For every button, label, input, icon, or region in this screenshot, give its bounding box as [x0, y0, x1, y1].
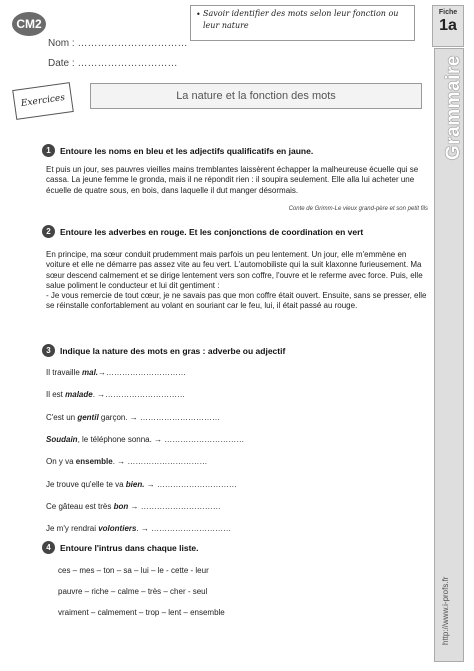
- website-url: http://www.i-profs.fr: [441, 576, 450, 645]
- name-field: Nom : ……………………………: [48, 38, 188, 49]
- exercise3-item: Je trouve qu'elle te va bien. → …………………………: [46, 480, 237, 489]
- fiche-box: [432, 5, 464, 47]
- subject-title: Grammaire: [443, 55, 464, 160]
- exercise1-instruction: Entoure les noms en bleu et les adjectifs qualificatifs en jaune.: [60, 146, 314, 156]
- exercise1-text: Et puis un jour, ses pauvres vieilles mains tremblantes laissèrent échapper la malheureuse écuelle qui se cassa. La jeune femme le gronda, mais il ne répondit rien : il soupira seulement. Elle alla lui acheter une écuelle de quatre sous, en bois, dans laquelle il dut manger désormais.: [46, 165, 419, 195]
- fiche-label: Fiche: [438, 9, 458, 16]
- page-title: La nature et la fonction des mots: [90, 83, 422, 109]
- exercise3-item: Soudain, le téléphone sonna. → …………………………: [46, 435, 245, 444]
- exercise2-text: En principe, ma sœur conduit prudemment mais parfois un peu lentement. Un jour, elle m'emmène en voiture et elle ne démarre pas assez vite au feu vert. L'automobiliste qui la suit klaxonne furieusement. Ma sœur descend calmement et se dirige lentement vers son coffre, l'ouvre et le referme avec force. Puis, elle salue poliment le conducteur et lui dit gentiment : - Je vous remercie de tout cœur, je ne savais pas que mon coffre était ouvert. Ensuite, sans se presser, elle se réinstalle confortablement au volant en souriant car le feu, lui, il était passé au rouge.: [46, 250, 427, 311]
- exercise-number: 1: [42, 144, 55, 157]
- intrus-list: vraiment – calmement – trop – lent – ensemble: [58, 608, 225, 617]
- level-badge: CM2: [12, 12, 46, 36]
- exercise-number: 3: [42, 344, 55, 357]
- exercise4-instruction: Entoure l'intrus dans chaque liste.: [60, 543, 199, 553]
- exercise3-item: Il est malade. →…………………………: [46, 390, 186, 399]
- exercise-number: 4: [42, 541, 55, 554]
- date-field: Date : …………………………: [48, 58, 178, 69]
- objective-box: [190, 5, 415, 41]
- exercise-number: 2: [42, 225, 55, 238]
- exercise3-item: Je m'y rendrai volontiers. → …………………………: [46, 524, 232, 533]
- intrus-list: ces – mes – ton – sa – lui – le - cette - leur: [58, 566, 209, 575]
- exercise2-instruction: Entoure les adverbes en rouge. Et les conjonctions de coordination en vert: [60, 227, 364, 237]
- intrus-list: pauvre – riche – calme – très – cher - seul: [58, 587, 208, 596]
- exercise3-item: Il travaille mal.→…………………………: [46, 368, 187, 377]
- exercise3-instruction: Indique la nature des mots en gras : adverbe ou adjectif: [60, 346, 286, 356]
- bullet-icon: •: [196, 10, 201, 19]
- exercises-logo: Exercices: [12, 82, 74, 120]
- exercise3-item: On y va ensemble. → …………………………: [46, 457, 208, 466]
- exercise3-item: Ce gâteau est très bon → …………………………: [46, 502, 221, 511]
- fiche-number: 1a: [439, 17, 457, 34]
- objective-text: Savoir identifier des mots selon leur fonction ou leur nature: [203, 9, 399, 30]
- exercise1-source: Conte de Grimm-Le vieux grand-père et son petit fils: [288, 206, 428, 212]
- exercise3-item: C'est un gentil garçon. → …………………………: [46, 413, 221, 422]
